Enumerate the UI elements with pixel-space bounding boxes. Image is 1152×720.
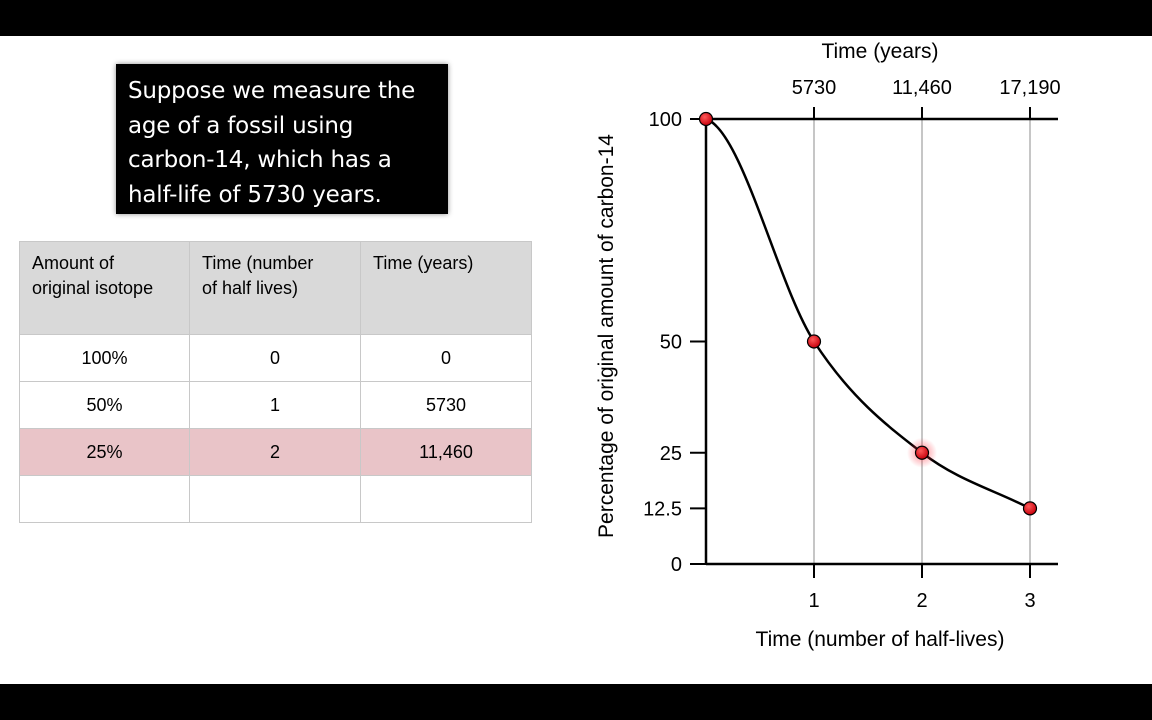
decay-chart [0, 36, 1152, 684]
y-tick-label: 100 [648, 109, 682, 131]
x2-tick-label: 5730 [791, 77, 837, 99]
table-cell: 0 [190, 335, 361, 382]
table-cell: 0 [361, 335, 532, 382]
y-tick-label: 25 [659, 442, 682, 465]
table-header-line: Amount of [32, 253, 115, 273]
x2-axis-title: Time (years) [821, 40, 939, 63]
x-axis-title: Time (number of half-lives) [755, 628, 1005, 651]
slide [0, 36, 1152, 684]
x-tick-label: 2 [916, 590, 928, 612]
callout-line: Suppose we measure the [128, 78, 416, 104]
y-axis-title: Percentage of original amount of carbon-14 [595, 134, 618, 538]
y-tick-label: 0 [670, 554, 682, 576]
table-cell: 1 [190, 382, 361, 429]
x-tick-label: 3 [1024, 590, 1036, 612]
data-point [1024, 502, 1037, 515]
table-cell: 50% [20, 382, 190, 429]
y-tick-label: 50 [659, 331, 682, 354]
callout-line: carbon-14, which has a [128, 147, 392, 173]
decay-curve [706, 119, 1030, 508]
callout-line: age of a fossil using [128, 112, 354, 139]
y-tick-label: 12.5 [643, 498, 682, 521]
x2-tick-label: 11,460 [892, 77, 952, 99]
x2-tick-label: 17,190 [999, 77, 1061, 99]
table-header-line: Time (years) [373, 253, 474, 273]
table-cell: 11,460 [361, 429, 532, 476]
x-tick-label: 1 [808, 590, 820, 612]
table-cell: 5730 [361, 382, 532, 429]
data-point [700, 113, 713, 126]
callout-line: half-life of 5730 years. [128, 181, 382, 208]
table-cell: 2 [190, 429, 361, 476]
table-cell: 100% [20, 335, 190, 382]
table-cell: 25% [20, 429, 190, 476]
table-header-line: original isotope [32, 278, 154, 298]
data-point [916, 446, 929, 459]
table-header-line: of half lives) [202, 278, 299, 298]
data-point [808, 335, 821, 348]
table-header-line: Time (number [202, 253, 314, 273]
